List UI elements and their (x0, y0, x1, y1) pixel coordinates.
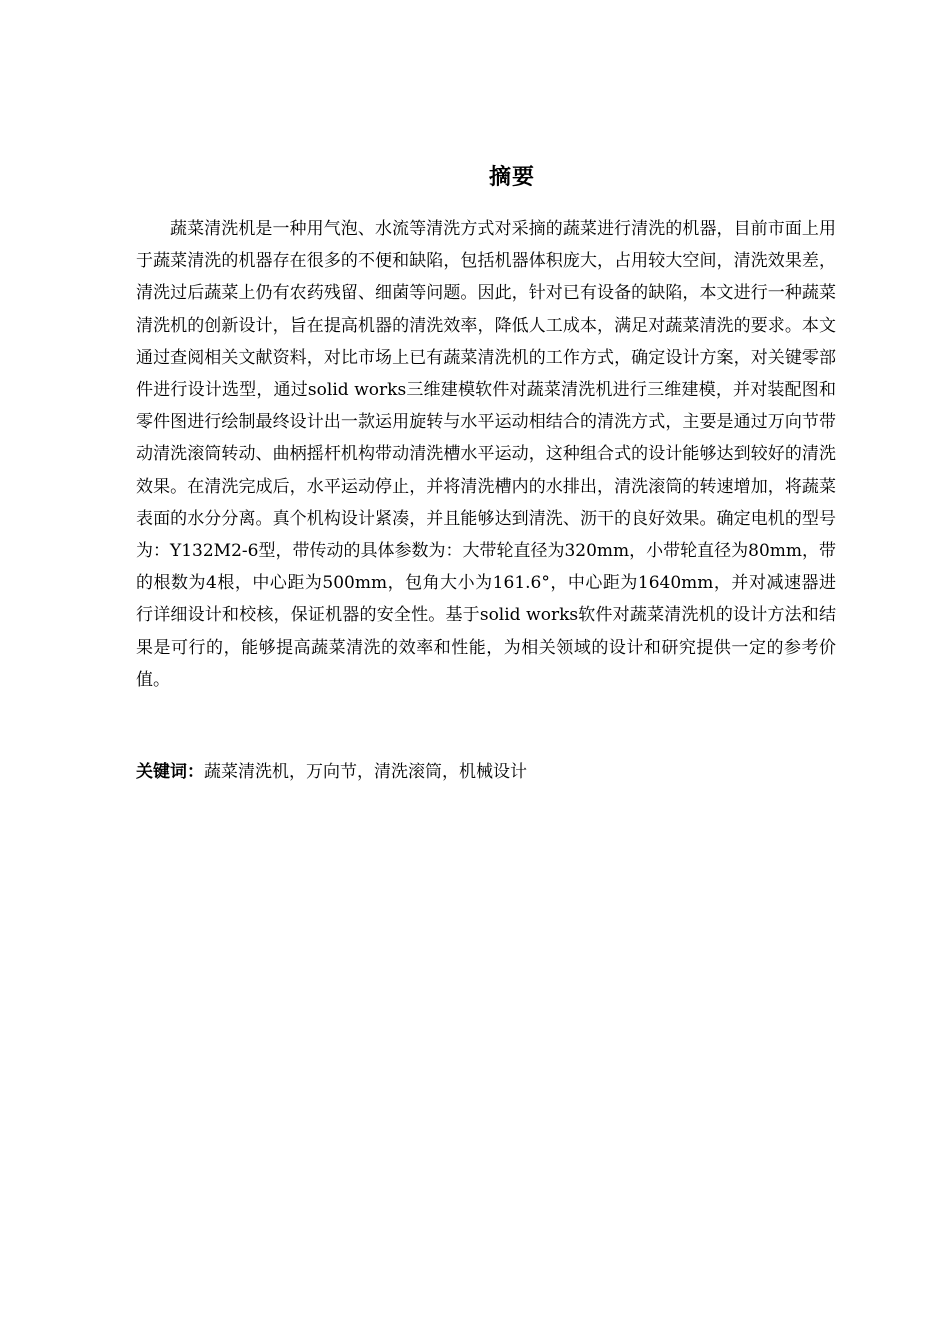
abstract-body: 蔬菜清洗机是一种用气泡、水流等清洗方式对采摘的蔬菜进行清洗的机器，目前市面上用于蔬菜清洗的机器存在很多的不便和缺陷，包括机器体积庞大，占用较大空间，清洗效果差，清洗过后蔬菜上仍有农药残留、细菌等问题。因此，针对已有设备的缺陷，本文进行一种蔬菜清洗机的创新设计，旨在提高机器的清洗效率，降低人工成本，满足对蔬菜清洗的要求。本文通过查阅相关文献资料，对比市场上已有蔬菜清洗机的工作方式，确定设计方案，对关键零部件进行设计选型，通过solid works三维建模软件对蔬菜清洗机进行三维建模，并对装配图和零件图进行绘制最终设计出一款运用旋转与水平运动相结合的清洗方式，主要是通过万向节带动清洗滚筒转动、曲柄摇杆机构带动清洗槽水平运动，这种组合式的设计能够达到较好的清洗效果。在清洗完成后，水平运动停止，并将清洗槽内的水排出，清洗滚筒的转速增加，将蔬菜表面的水分分离。真个机构设计紧凑，并且能够达到清洗、沥干的良好效果。确定电机的型号为：Y132M2-6型，带传动的具体参数为：大带轮直径为320mm，小带轮直径为80mm，带的根数为4根，中心距为500mm，包角大小为161.6°，中心距为1640mm，并对减速器进行详细设计和校核，保证机器的安全性。基于solid works软件对蔬菜清洗机的设计方法和结果是可行的，能够提高蔬菜清洗的效率和性能，为相关领域的设计和研究提供一定的参考价值。 (136, 219, 837, 690)
keywords-line (136, 759, 836, 785)
keywords-text: 蔬菜清洗机，万向节，清洗滚筒，机械设计 (204, 762, 527, 782)
abstract-title: 摘要 (488, 164, 535, 190)
keywords-label: 关键词： (136, 762, 204, 782)
